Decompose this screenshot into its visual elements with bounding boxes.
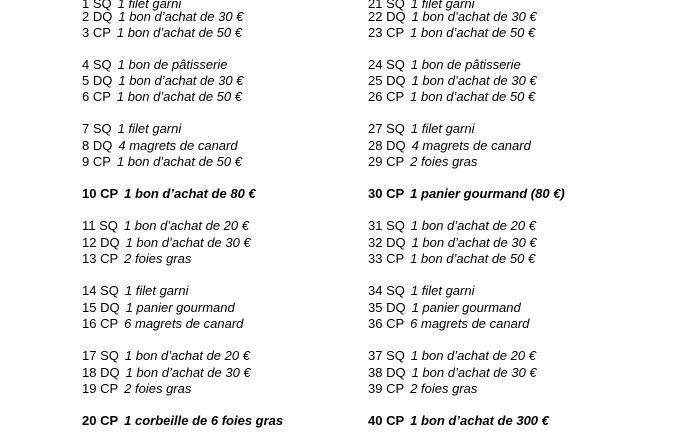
- prize-code: CP: [386, 186, 405, 201]
- prize-number: 22: [368, 9, 383, 24]
- prize-code: SQ: [100, 348, 119, 363]
- prize-code: DQ: [100, 365, 120, 380]
- prize-row: [82, 138, 238, 154]
- prize-description: 1 bon d’achat de 50 €: [410, 25, 536, 40]
- prize-row: [82, 283, 188, 299]
- prize-code: DQ: [386, 300, 406, 315]
- prize-description: 2 foies gras: [410, 154, 478, 169]
- prize-code: DQ: [92, 73, 113, 88]
- prize-row: [368, 186, 565, 202]
- prize-description: 1 bon d’achat de 30 €: [411, 365, 537, 380]
- prize-row: [82, 413, 283, 429]
- prize-number: 13: [82, 251, 97, 266]
- prize-number: 37: [368, 348, 383, 363]
- prize-row: [368, 121, 474, 137]
- prize-code: SQ: [386, 121, 405, 136]
- prize-number: 19: [82, 381, 97, 396]
- prize-code: DQ: [386, 9, 406, 24]
- prize-description: 1 filet garni: [124, 283, 189, 298]
- prize-code: CP: [100, 251, 119, 266]
- prize-number: 20: [82, 413, 97, 428]
- prize-description: 2 foies gras: [124, 251, 192, 266]
- prize-code: CP: [92, 25, 111, 40]
- prize-number: 24: [368, 57, 383, 72]
- prize-code: CP: [386, 413, 405, 428]
- prize-number: 11: [82, 218, 96, 233]
- prize-description: 4 magrets de canard: [411, 138, 531, 153]
- prize-code: DQ: [386, 235, 406, 250]
- prize-number: 5: [82, 73, 90, 88]
- prize-code: CP: [92, 154, 111, 169]
- prize-row: [82, 57, 228, 73]
- prize-code: SQ: [92, 121, 112, 136]
- prize-code: SQ: [386, 283, 405, 298]
- prize-number: 3: [82, 25, 90, 40]
- prize-code: CP: [100, 413, 119, 428]
- prize-row: [368, 25, 535, 41]
- prize-row: [82, 186, 256, 202]
- prize-description: 1 bon d’achat de 80 €: [124, 186, 256, 201]
- prize-description: 1 filet garni: [410, 0, 475, 11]
- prize-row: [368, 154, 477, 170]
- prize-description: 1 filet garni: [410, 121, 475, 136]
- prize-description: 1 bon de pâtisserie: [117, 57, 228, 72]
- prize-description: 1 panier gourmand: [411, 300, 521, 315]
- prize-number: 12: [82, 235, 97, 250]
- prize-number: 25: [368, 73, 383, 88]
- prize-number: 16: [82, 316, 97, 331]
- prize-description: 1 bon d’achat de 30 €: [411, 73, 537, 88]
- prize-code: SQ: [99, 218, 118, 233]
- prize-row: [368, 218, 536, 234]
- prize-row: [82, 73, 243, 89]
- prize-code: SQ: [386, 57, 405, 72]
- prize-code: SQ: [92, 57, 112, 72]
- prize-row: [82, 25, 242, 41]
- prize-description: 1 bon d’achat de 300 €: [410, 413, 549, 428]
- prize-number: 34: [368, 283, 383, 298]
- prize-number: 28: [368, 138, 383, 153]
- prize-code: CP: [386, 154, 405, 169]
- prize-row: [82, 365, 251, 381]
- prize-row: [82, 381, 191, 397]
- prize-description: 1 bon d’achat de 30 €: [125, 235, 251, 250]
- prize-row: [82, 154, 242, 170]
- prize-row: [368, 138, 531, 154]
- prize-code: CP: [386, 381, 405, 396]
- prize-number: 10: [82, 186, 97, 201]
- prize-code: CP: [92, 89, 111, 104]
- prize-description: 6 magrets de canard: [410, 316, 530, 331]
- prize-code: CP: [386, 89, 405, 104]
- prize-number: 15: [82, 300, 97, 315]
- prize-row: [368, 235, 537, 251]
- prize-row: [368, 300, 521, 316]
- prize-code: DQ: [100, 300, 120, 315]
- prize-row: [368, 348, 536, 364]
- prize-description: 1 bon d’achat de 20 €: [410, 218, 536, 233]
- prize-code: CP: [386, 316, 405, 331]
- prize-number: 26: [368, 89, 383, 104]
- prize-row: [82, 316, 243, 332]
- prize-row: [368, 381, 477, 397]
- prize-number: 18: [82, 365, 97, 380]
- prize-row: [368, 9, 537, 25]
- prize-code: CP: [100, 186, 119, 201]
- prize-number: 35: [368, 300, 383, 315]
- prize-description: 1 filet garni: [117, 0, 182, 11]
- prize-description: 2 foies gras: [410, 381, 478, 396]
- prize-description: 1 corbeille de 6 foies gras: [124, 413, 284, 428]
- prize-description: 1 panier gourmand: [125, 300, 235, 315]
- prize-code: CP: [386, 25, 405, 40]
- prize-row: [368, 57, 521, 73]
- prize-code: SQ: [386, 218, 405, 233]
- prize-code: SQ: [92, 0, 112, 11]
- prize-number: 32: [368, 235, 383, 250]
- prize-description: 1 bon d’achat de 20 €: [410, 348, 536, 363]
- prize-code: DQ: [386, 73, 406, 88]
- prize-number: 23: [368, 25, 383, 40]
- prize-code: DQ: [92, 138, 113, 153]
- prize-number: 17: [82, 348, 97, 363]
- prize-description: 1 bon d’achat de 50 €: [116, 154, 242, 169]
- prize-description: 1 bon d’achat de 50 €: [116, 89, 242, 104]
- prize-number: 2: [82, 9, 90, 24]
- prize-code: SQ: [386, 348, 405, 363]
- prize-description: 2 foies gras: [124, 381, 192, 396]
- prize-row: [82, 348, 250, 364]
- prize-description: 1 bon d’achat de 30 €: [118, 73, 244, 88]
- prize-number: 29: [368, 154, 383, 169]
- prize-number: 30: [368, 186, 383, 201]
- prize-description: 1 bon de pâtisserie: [410, 57, 521, 72]
- prize-row: [368, 251, 535, 267]
- prize-number: 7: [82, 121, 90, 136]
- prize-number: 33: [368, 251, 383, 266]
- prize-number: 8: [82, 138, 90, 153]
- prize-description: 1 bon d’achat de 20 €: [123, 218, 249, 233]
- prize-number: 4: [82, 57, 90, 72]
- prize-number: 40: [368, 413, 383, 428]
- prize-number: 14: [82, 283, 97, 298]
- prize-description: 4 magrets de canard: [118, 138, 238, 153]
- prize-code: DQ: [100, 235, 120, 250]
- prize-code: DQ: [386, 365, 406, 380]
- prize-row: [82, 235, 251, 251]
- prize-description: 1 filet garni: [117, 121, 182, 136]
- prize-code: DQ: [386, 138, 406, 153]
- prize-row: [368, 283, 474, 299]
- prize-number: 27: [368, 121, 383, 136]
- prize-number: 9: [82, 154, 90, 169]
- prize-code: CP: [100, 316, 119, 331]
- prize-description: 1 bon d’achat de 50 €: [410, 89, 536, 104]
- prize-row: [368, 413, 549, 429]
- prize-row: [82, 9, 243, 25]
- prize-code: CP: [386, 251, 405, 266]
- prize-number: 36: [368, 316, 383, 331]
- prize-description: 6 magrets de canard: [124, 316, 244, 331]
- prize-number: 31: [368, 218, 383, 233]
- prize-description: 1 bon d’achat de 30 €: [118, 9, 244, 24]
- prize-description: 1 filet garni: [410, 283, 475, 298]
- prize-row: [82, 121, 181, 137]
- prize-number: 6: [82, 89, 90, 104]
- prize-row: [82, 89, 242, 105]
- prize-row: [82, 251, 191, 267]
- prize-row: [368, 316, 529, 332]
- prize-row: [368, 73, 537, 89]
- prize-description: 1 bon d’achat de 20 €: [124, 348, 250, 363]
- prize-row: [82, 218, 249, 234]
- prize-code: SQ: [100, 283, 119, 298]
- prize-row: [82, 300, 235, 316]
- prize-description: 1 bon d’achat de 50 €: [116, 25, 242, 40]
- prize-code: SQ: [386, 0, 405, 11]
- prize-number: 1: [82, 0, 90, 11]
- prize-number: 21: [368, 0, 383, 11]
- prize-row: [368, 89, 535, 105]
- prize-number: 38: [368, 365, 383, 380]
- prize-code: DQ: [92, 9, 113, 24]
- prize-description: 1 panier gourmand (80 €): [410, 186, 565, 201]
- prize-number: 39: [368, 381, 383, 396]
- prize-description: 1 bon d’achat de 30 €: [411, 9, 537, 24]
- prize-description: 1 bon d’achat de 30 €: [411, 235, 537, 250]
- prize-row: [368, 365, 537, 381]
- prize-description: 1 bon d’achat de 50 €: [410, 251, 536, 266]
- prize-code: CP: [100, 381, 119, 396]
- prize-description: 1 bon d’achat de 30 €: [125, 365, 251, 380]
